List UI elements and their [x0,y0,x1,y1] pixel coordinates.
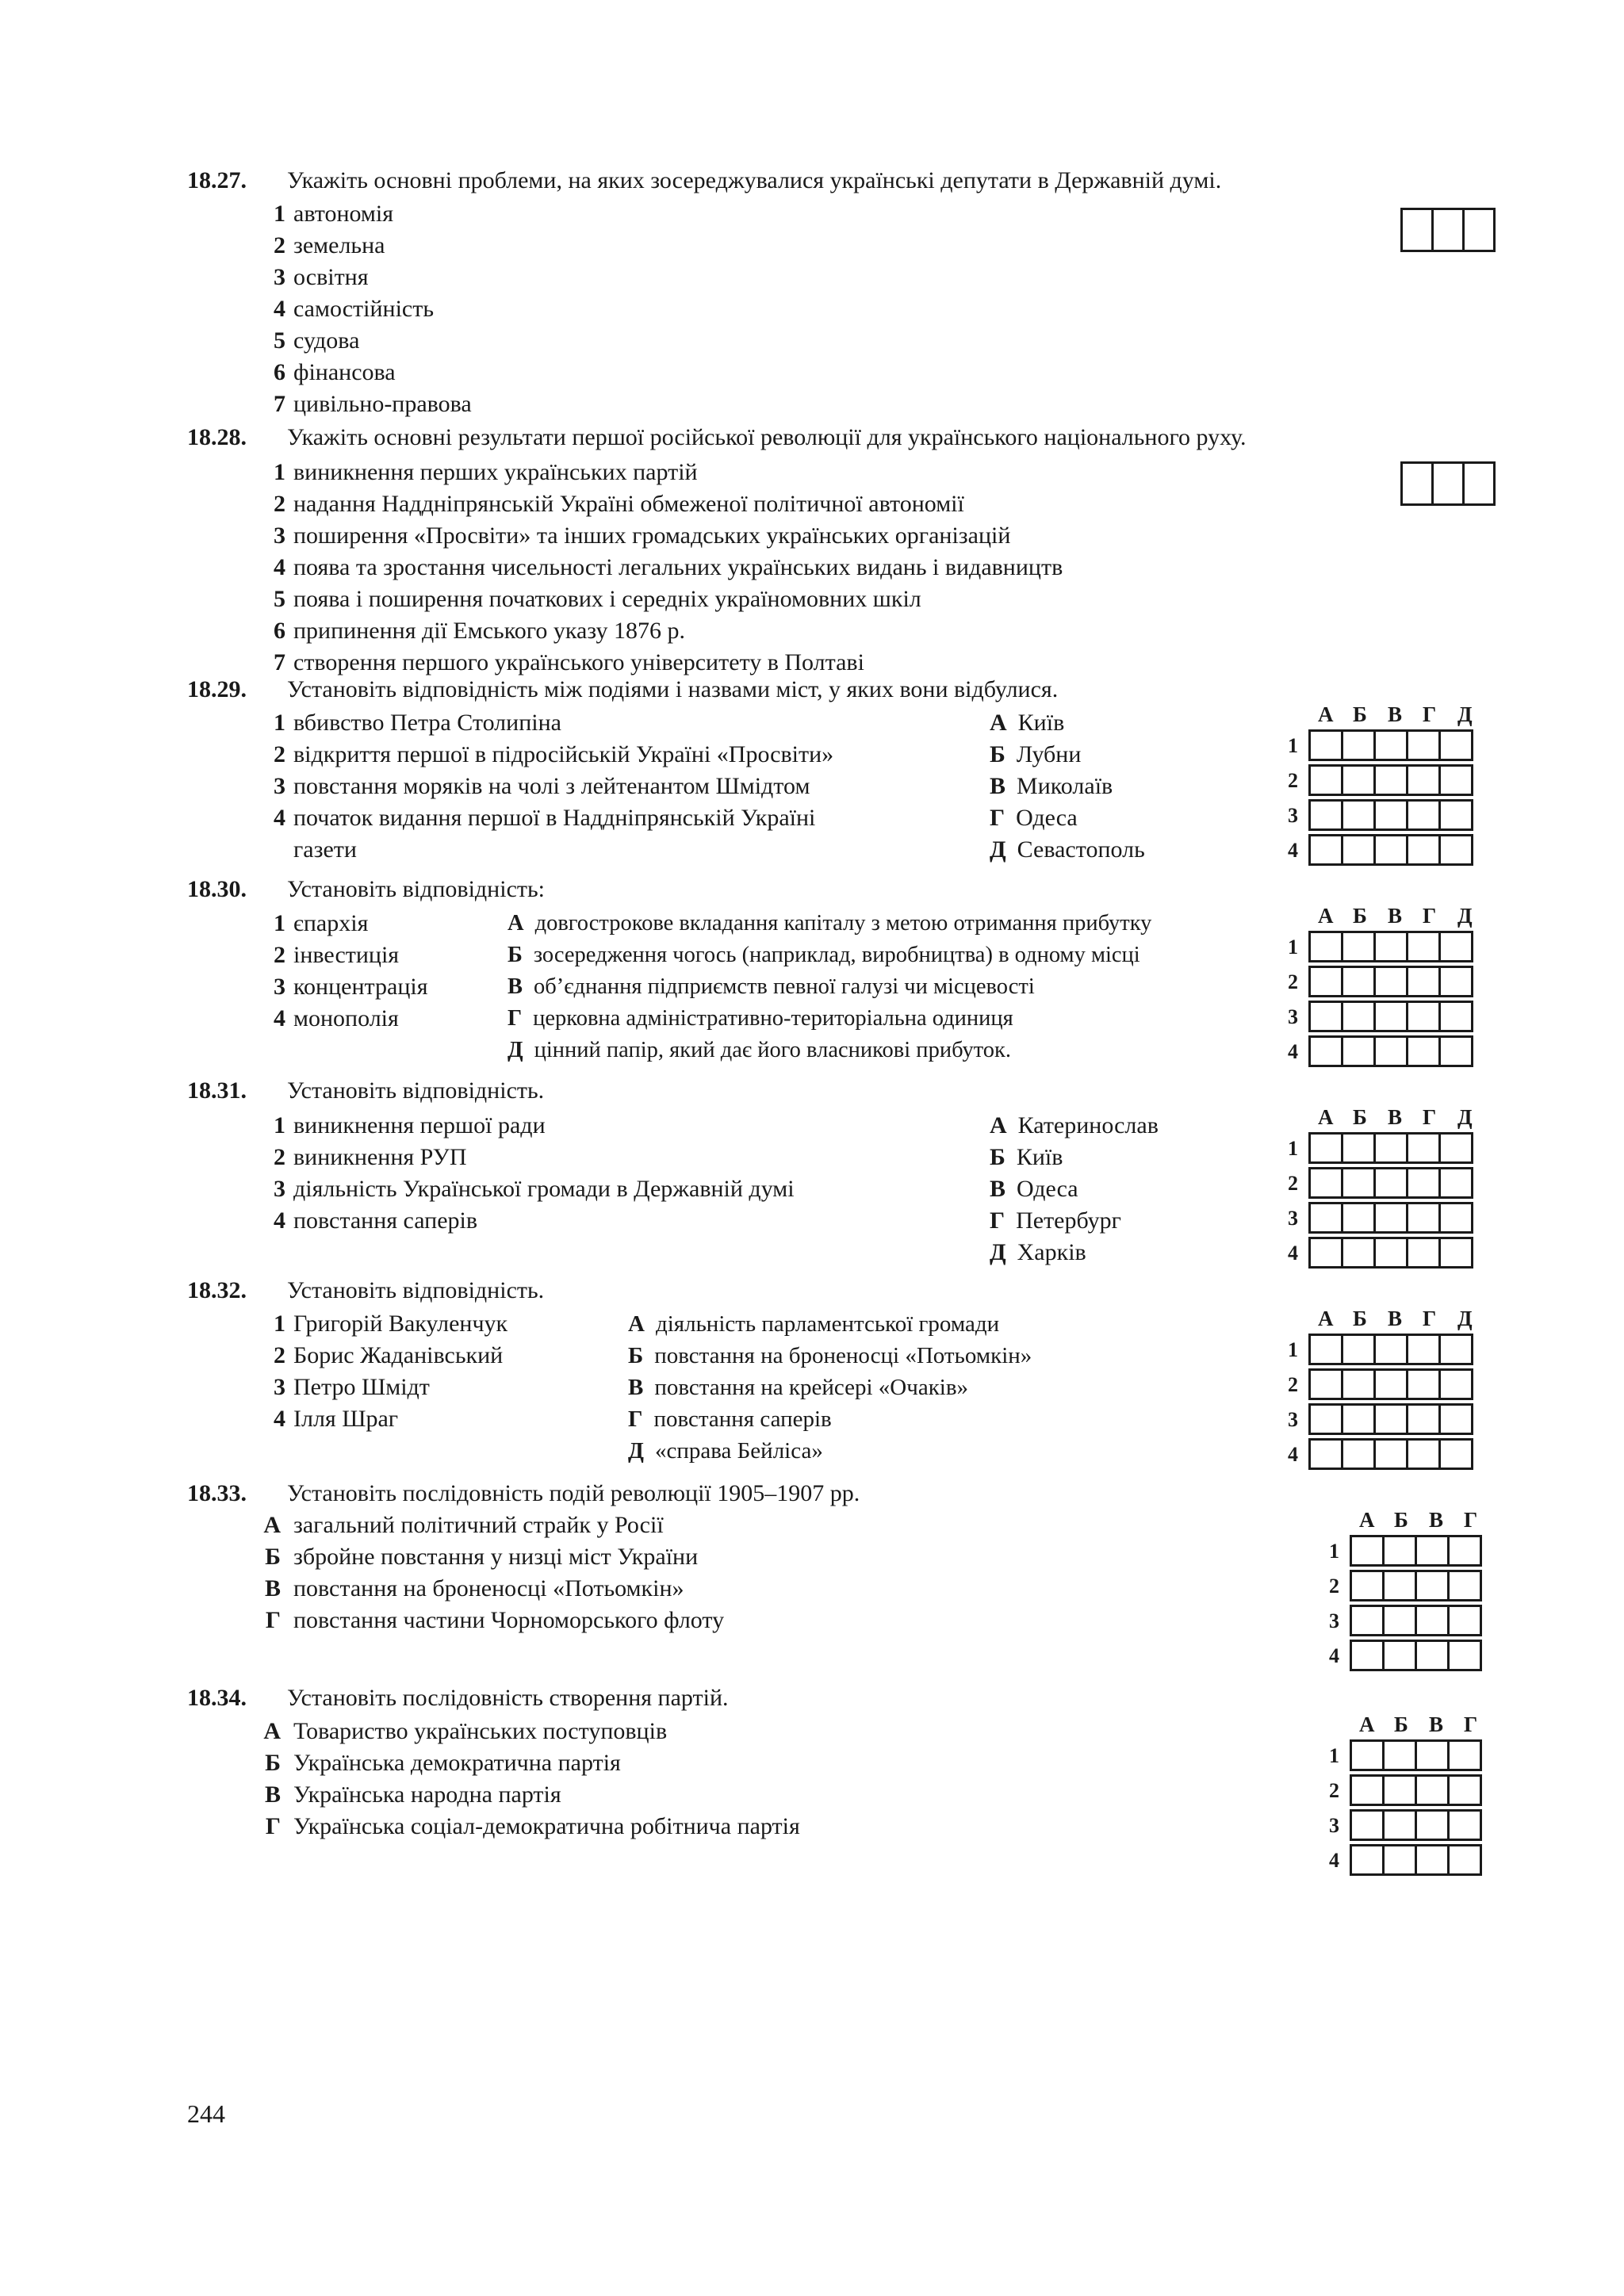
grid-row-label: 2 [1288,769,1298,792]
answer-cell[interactable] [1350,1535,1385,1567]
question-number: 18.30. [187,876,247,902]
right-item: Г церковна адміністративно-територіальна одиниця [508,1006,1013,1031]
right-item: Б Лубни [990,741,1082,767]
answer-cell[interactable] [1350,1739,1385,1771]
grid-column-header: Д [1457,702,1473,726]
answer-cell[interactable] [1415,1844,1450,1876]
grid-column-header: В [1388,702,1403,726]
answer-cell[interactable] [1308,966,1343,997]
answer-cell[interactable] [1373,1202,1408,1234]
grid-row-label: 3 [1288,1408,1298,1431]
answer-cell[interactable] [1308,1438,1343,1470]
question-number: 18.34. [187,1685,247,1711]
answer-cell[interactable] [1447,1739,1482,1771]
answer-cell[interactable] [1406,799,1441,831]
grid-row-label: 3 [1288,804,1298,827]
answer-cell[interactable] [1415,1535,1450,1567]
grid-column-header: Г [1464,1508,1478,1532]
grid-column-header: А [1318,702,1334,726]
answer-cell[interactable] [1341,1237,1376,1269]
answer-cell[interactable] [1447,1570,1482,1601]
answer-cell[interactable] [1382,1844,1417,1876]
answer-cell[interactable] [1438,1202,1473,1234]
grid-row-label: 3 [1329,1814,1339,1837]
answer-cell[interactable] [1373,1001,1408,1032]
grid-row-label: 4 [1329,1644,1339,1667]
answer-cell[interactable] [1341,1334,1376,1365]
answer-cell[interactable] [1447,1774,1482,1806]
grid-column-header: В [1388,1307,1403,1330]
answer-cell[interactable] [1373,1132,1408,1164]
answer-cell[interactable] [1415,1739,1450,1771]
answer-cell[interactable] [1373,1237,1408,1269]
grid-column-header: Б [1394,1712,1408,1736]
grid-column-header: Б [1353,1105,1367,1129]
grid-column-header: Б [1353,904,1367,928]
answer-cell[interactable] [1373,834,1408,866]
answer-cell[interactable] [1341,834,1376,866]
grid-row-label: 4 [1288,1443,1298,1466]
answer-box[interactable] [1431,208,1465,252]
grid-row-label: 1 [1329,1540,1339,1563]
answer-cell[interactable] [1406,1438,1441,1470]
right-item: Г повстання саперів [628,1406,832,1432]
answer-cell[interactable] [1373,1403,1408,1435]
answer-cell[interactable] [1438,966,1473,997]
grid-column-header: А [1359,1508,1375,1532]
answer-cell[interactable] [1438,1438,1473,1470]
grid-column-header: Г [1423,702,1437,726]
answer-cell[interactable] [1308,1035,1343,1067]
grid-column-header: В [1429,1508,1444,1532]
right-item: Д «справа Бейліса» [628,1438,823,1464]
answer-cell[interactable] [1415,1809,1450,1841]
answer-cell[interactable] [1350,1605,1385,1636]
answer-cell[interactable] [1308,729,1343,761]
answer-cell[interactable] [1406,729,1441,761]
grid-column-header: А [1318,904,1334,928]
answer-cell[interactable] [1308,1334,1343,1365]
grid-column-header: А [1359,1712,1375,1736]
answer-cell[interactable] [1438,799,1473,831]
grid-column-header: А [1318,1105,1334,1129]
grid-row-label: 1 [1288,1338,1298,1361]
grid-column-header: В [1388,1105,1403,1129]
answer-cell[interactable] [1447,1535,1482,1567]
answer-cell[interactable] [1406,1368,1441,1400]
right-item: А діяльність парламентської громади [628,1311,1000,1337]
question-text: Установіть відповідність. [287,1277,545,1303]
answer-cell[interactable] [1406,966,1441,997]
answer-cell[interactable] [1406,1035,1441,1067]
answer-cell[interactable] [1382,1640,1417,1671]
right-item: Г Одеса [990,805,1078,831]
answer-cell[interactable] [1373,931,1408,962]
answer-cell[interactable] [1350,1570,1385,1601]
answer-cell[interactable] [1308,834,1343,866]
answer-cell[interactable] [1415,1570,1450,1601]
grid-row-label: 1 [1329,1744,1339,1767]
answer-box[interactable] [1400,461,1434,506]
answer-cell[interactable] [1341,1202,1376,1234]
answer-cell[interactable] [1308,1403,1343,1435]
answer-cell[interactable] [1308,1202,1343,1234]
answer-cell[interactable] [1438,1237,1473,1269]
grid-column-header: Г [1423,904,1437,928]
grid-column-header: Г [1464,1712,1478,1736]
question-text: Укажіть основні результати першої російської революції для українського національного руху. [287,424,1247,450]
right-item: Д Харків [990,1239,1086,1265]
answer-cell[interactable] [1350,1809,1385,1841]
question-number: 18.31. [187,1077,247,1104]
question-text: Установіть відповідність: [287,876,546,902]
answer-cell[interactable] [1406,1167,1441,1199]
grid-column-header: В [1429,1712,1444,1736]
grid-column-header: Д [1457,1307,1473,1330]
answer-cell[interactable] [1438,1167,1473,1199]
answer-cell[interactable] [1438,1368,1473,1400]
question-number: 18.28. [187,424,247,450]
answer-cell[interactable] [1341,1132,1376,1164]
answer-cell[interactable] [1341,799,1376,831]
answer-cell[interactable] [1438,764,1473,796]
right-item: Д Севастополь [990,836,1145,863]
question-text: Установіть відповідність. [287,1077,545,1104]
right-item: А довгострокове вкладання капіталу з метою отримання прибутку [508,911,1152,936]
answer-cell[interactable] [1373,1334,1408,1365]
answer-box[interactable] [1431,461,1465,506]
right-item: В повстання на крейсері «Очаків» [628,1375,969,1400]
answer-cell[interactable] [1341,966,1376,997]
right-item: В Миколаїв [990,773,1113,799]
answer-cell[interactable] [1406,1001,1441,1032]
answer-cell[interactable] [1382,1605,1417,1636]
answer-cell[interactable] [1447,1809,1482,1841]
answer-cell[interactable] [1373,799,1408,831]
grid-column-header: Г [1423,1307,1437,1330]
answer-cell[interactable] [1373,1035,1408,1067]
answer-cell[interactable] [1382,1774,1417,1806]
right-item: В об’єднання підприємств певної галузі чи місцевості [508,974,1035,999]
grid-row-label: 4 [1288,1242,1298,1265]
grid-row-label: 2 [1288,970,1298,993]
answer-cell[interactable] [1308,1167,1343,1199]
question-text: Установіть відповідність між подіями і назвами міст, у яких вони відбулися. [287,676,1059,702]
right-item: Б Київ [990,1144,1063,1170]
grid-row-label: 4 [1288,839,1298,862]
grid-row-label: 2 [1329,1779,1339,1802]
question-number: 18.29. [187,676,247,702]
answer-cell[interactable] [1438,1001,1473,1032]
question-text: Установіть послідовність створення партій. [287,1685,729,1711]
right-item: Д цінний папір, який дає його власникові прибуток. [508,1038,1012,1062]
grid-row-label: 1 [1288,1137,1298,1160]
answer-box[interactable] [1462,461,1496,506]
answer-cell[interactable] [1406,1132,1441,1164]
answer-cell[interactable] [1350,1640,1385,1671]
question-text: Укажіть основні проблеми, на яких зосереджувалися українські депутати в Державній думі. [287,167,1222,193]
answer-cell[interactable] [1341,764,1376,796]
answer-cell[interactable] [1341,931,1376,962]
answer-cell[interactable] [1308,799,1343,831]
grid-column-header: Б [1353,702,1367,726]
right-item: Б повстання на броненосці «Потьомкін» [628,1343,1032,1368]
answer-cell[interactable] [1350,1844,1385,1876]
answer-cell[interactable] [1373,764,1408,796]
answer-cell[interactable] [1406,931,1441,962]
answer-cell[interactable] [1415,1774,1450,1806]
grid-row-label: 2 [1288,1373,1298,1396]
answer-cell[interactable] [1406,1334,1441,1365]
answer-cell[interactable] [1308,1132,1343,1164]
grid-row-label: 3 [1288,1005,1298,1028]
answer-cell[interactable] [1341,1167,1376,1199]
answer-cell[interactable] [1373,1368,1408,1400]
grid-row-label: 3 [1329,1609,1339,1632]
answer-box[interactable] [1462,208,1496,252]
grid-row-label: 3 [1288,1207,1298,1230]
question-text: Установіть послідовність подій революції 1905–1907 рр. [287,1480,860,1506]
grid-column-header: Д [1457,904,1473,928]
answer-cell[interactable] [1438,1132,1473,1164]
answer-cell[interactable] [1406,834,1441,866]
grid-column-header: Г [1423,1105,1437,1129]
answer-box[interactable] [1400,208,1434,252]
question-number: 18.33. [187,1480,247,1506]
answer-cell[interactable] [1350,1774,1385,1806]
grid-row-label: 4 [1329,1849,1339,1872]
question-number: 18.32. [187,1277,247,1303]
answer-cell[interactable] [1341,1001,1376,1032]
answer-cell[interactable] [1447,1844,1482,1876]
answer-cell[interactable] [1406,764,1441,796]
grid-column-header: Б [1394,1508,1408,1532]
answer-cell[interactable] [1406,1237,1441,1269]
grid-row-label: 1 [1288,936,1298,959]
right-item: Г Петербург [990,1207,1121,1234]
question-number: 18.27. [187,167,247,193]
answer-cell[interactable] [1341,1403,1376,1435]
answer-cell[interactable] [1382,1739,1417,1771]
grid-column-header: А [1318,1307,1334,1330]
right-item: А Катеринослав [990,1112,1159,1138]
answer-cell[interactable] [1373,966,1408,997]
answer-cell[interactable] [1438,834,1473,866]
answer-cell[interactable] [1382,1809,1417,1841]
answer-cell[interactable] [1447,1605,1482,1636]
right-item: В Одеса [990,1176,1078,1202]
answer-cell[interactable] [1308,931,1343,962]
answer-cell[interactable] [1341,1035,1376,1067]
answer-cell[interactable] [1382,1570,1417,1601]
answer-cell[interactable] [1308,1368,1343,1400]
right-item: Б зосередження чогось (наприклад, виробництва) в одному місці [508,943,1140,967]
grid-row-label: 2 [1288,1172,1298,1195]
answer-cell[interactable] [1438,1403,1473,1435]
grid-row-label: 4 [1288,1040,1298,1063]
answer-cell[interactable] [1308,1237,1343,1269]
answer-cell[interactable] [1415,1605,1450,1636]
answer-cell[interactable] [1373,729,1408,761]
right-item: А Київ [990,710,1065,736]
answer-cell[interactable] [1373,1438,1408,1470]
answer-cell[interactable] [1438,729,1473,761]
grid-row-label: 2 [1329,1575,1339,1598]
answer-cell[interactable] [1341,1438,1376,1470]
grid-column-header: Д [1457,1105,1473,1129]
answer-cell[interactable] [1447,1640,1482,1671]
answer-cell[interactable] [1406,1202,1441,1234]
answer-cell[interactable] [1438,931,1473,962]
answer-cell[interactable] [1415,1640,1450,1671]
answer-cell[interactable] [1373,1167,1408,1199]
answer-cell[interactable] [1308,764,1343,796]
grid-row-label: 1 [1288,734,1298,757]
answer-cell[interactable] [1382,1535,1417,1567]
answer-cell[interactable] [1438,1334,1473,1365]
grid-column-header: В [1388,904,1403,928]
answer-cell[interactable] [1438,1035,1473,1067]
grid-column-header: Б [1353,1307,1367,1330]
answer-cell[interactable] [1341,729,1376,761]
answer-cell[interactable] [1406,1403,1441,1435]
answer-cell[interactable] [1341,1368,1376,1400]
answer-cell[interactable] [1308,1001,1343,1032]
page-number: 244 [187,2099,225,2128]
